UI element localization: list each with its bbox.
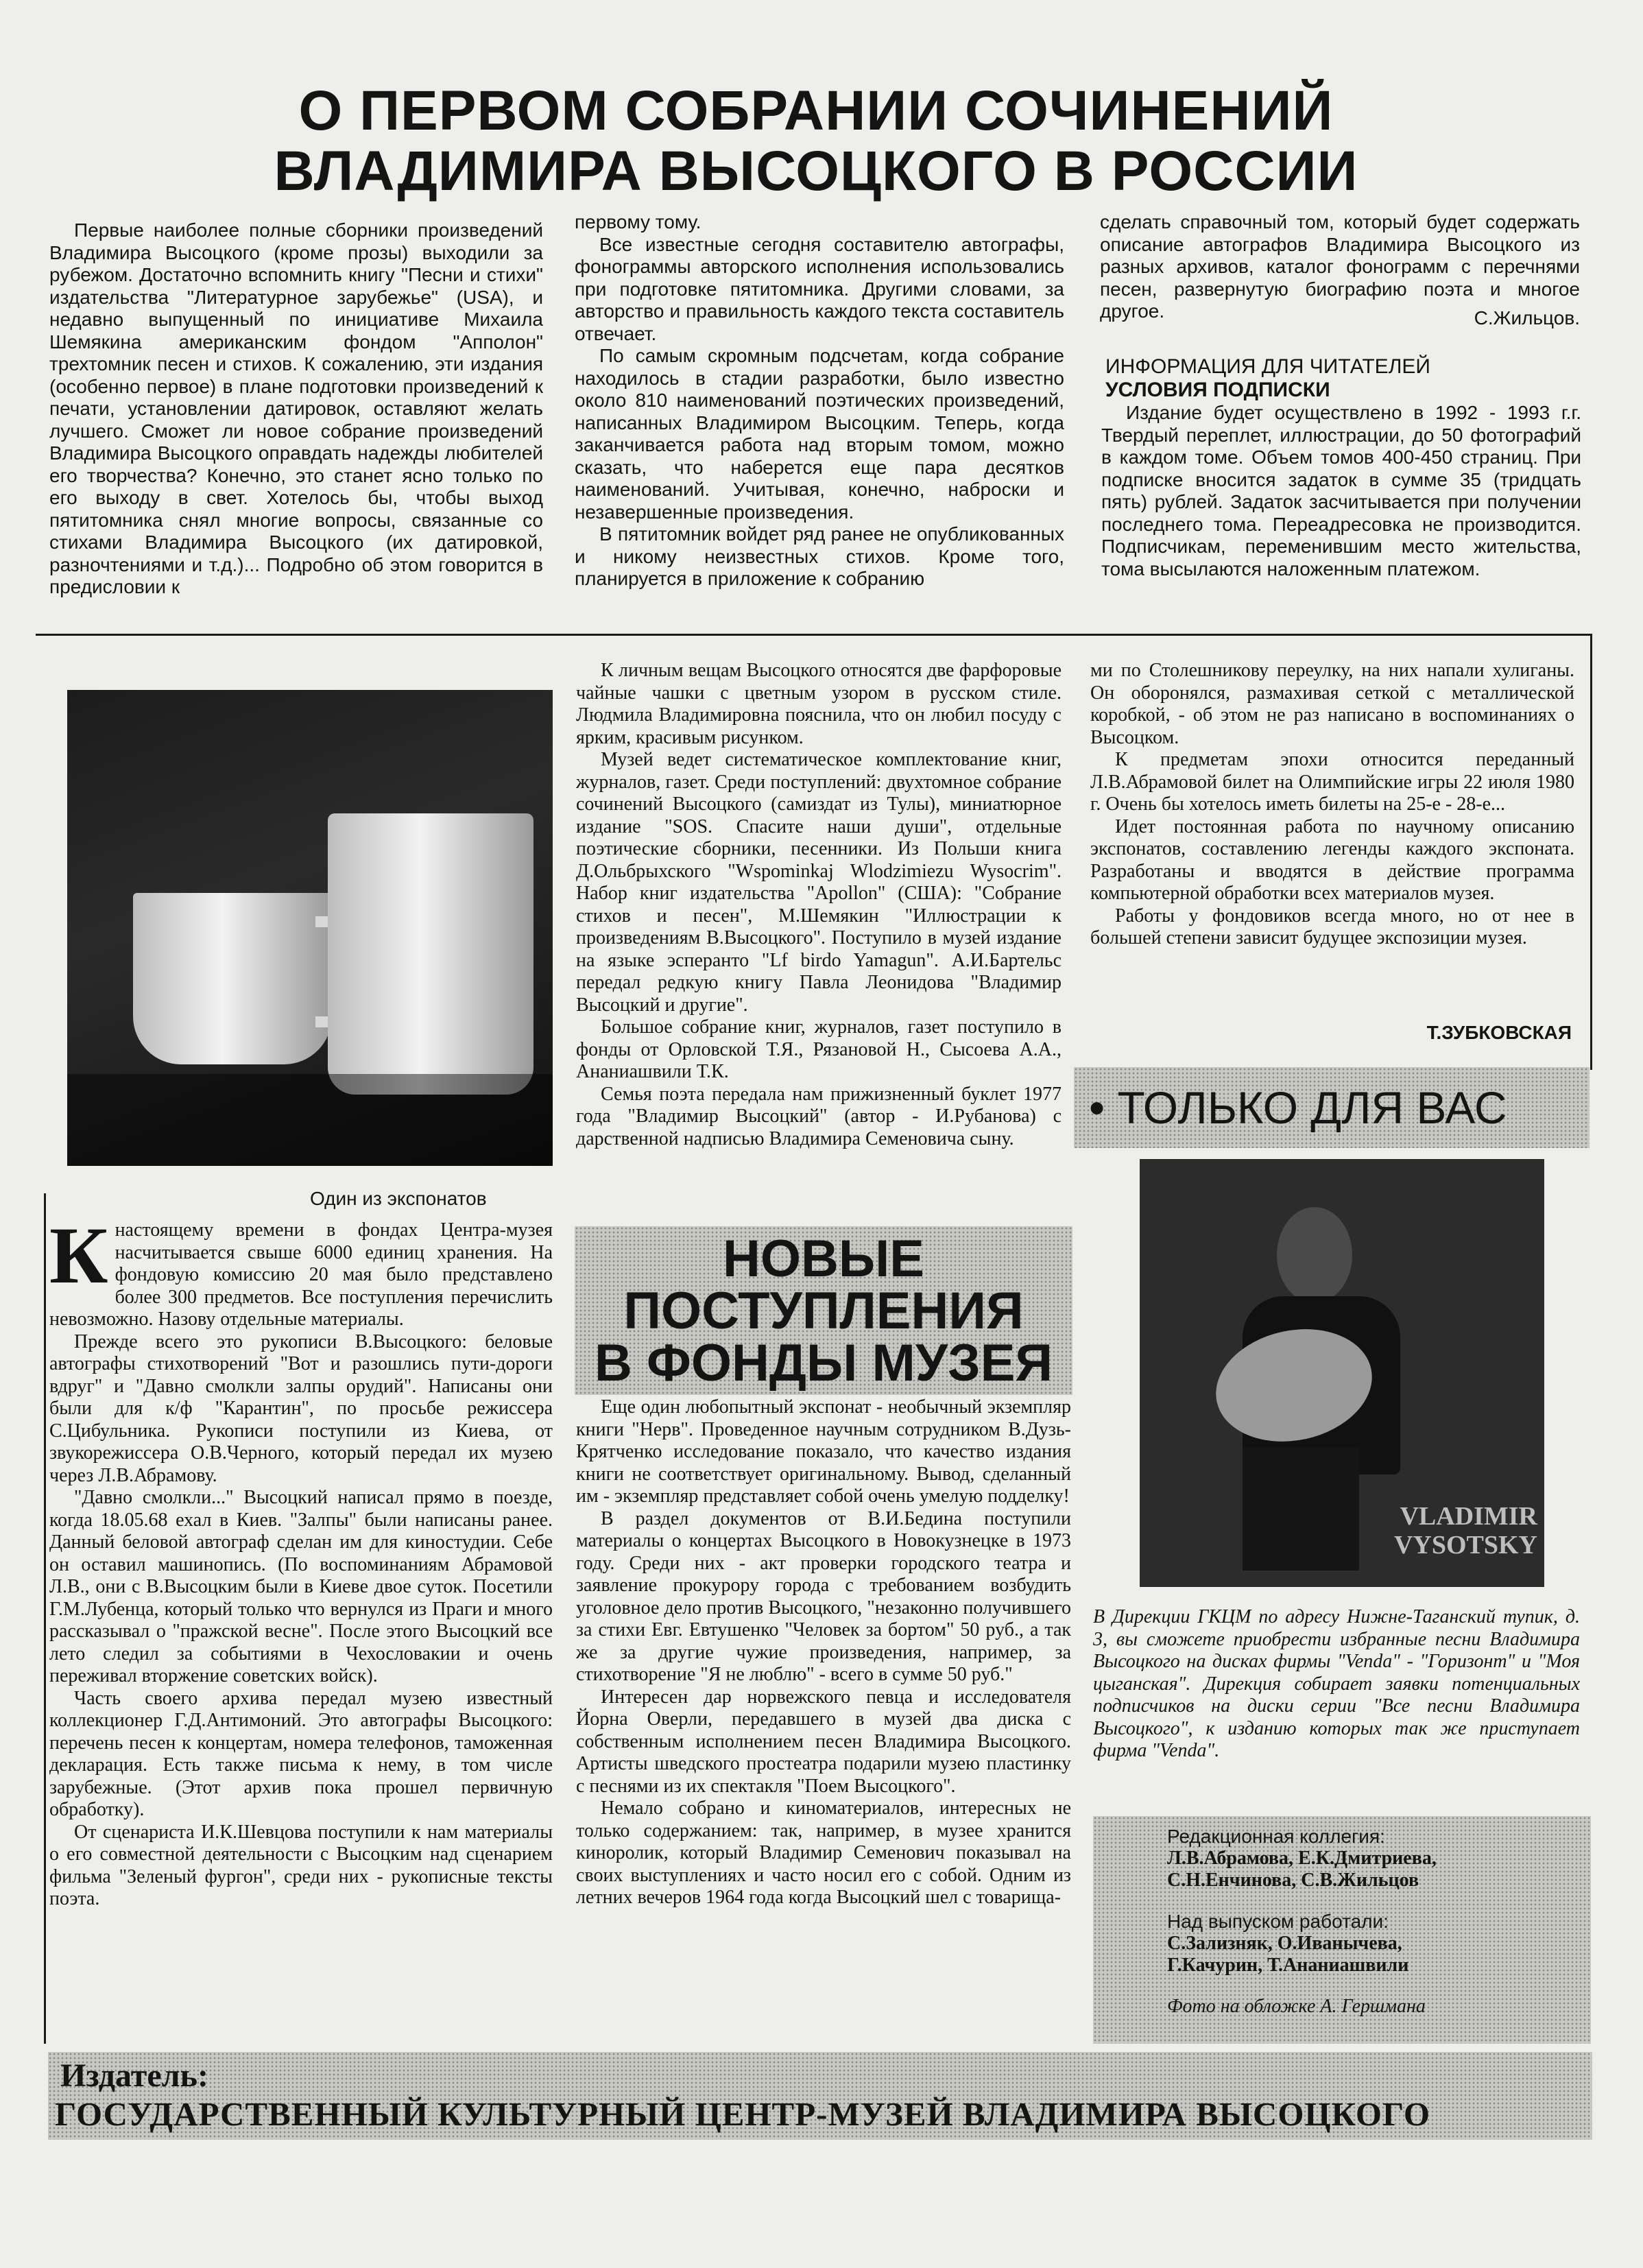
heading-line: НОВЫЕ	[723, 1230, 924, 1288]
table-shadow	[67, 1074, 553, 1166]
frame-right-edge	[1590, 634, 1592, 1070]
small-cup-image	[133, 893, 332, 1064]
museum-paragraph: Семья поэта передала нам прижизненный буклет 1977 года "Владимир Высоцкий" (автор - И.Рубанова) с дарственной надписью Владимира Семеновича сыну.	[576, 1083, 1062, 1149]
promo-heading-text: ТОЛЬКО ДЛЯ ВАС	[1117, 1082, 1507, 1133]
museum-article-column-1	[49, 1219, 553, 2048]
photo-credit: Фото на обложке А. Гершмана	[1167, 1996, 1426, 2017]
new-items-paragraph: Немало собрано и киноматериалов, интересных не только содержанием: так, например, в музее хранится киноролик, который Владимир Семенович показывал на своих выступлениях и часто носил его с собой. Одним из летних вечеров 1964 года когда Высоцкий шел с товарища-	[576, 1798, 1071, 1908]
publisher-name: ГОСУДАРСТВЕННЫЙ КУЛЬТУРНЫЙ ЦЕНТР-МУЗЕЙ ВЛАДИМИРА ВЫСОЦКОГО	[55, 2095, 1431, 2133]
intro-signature: С.Жильцов.	[1474, 307, 1580, 329]
subscription-heading: УСЛОВИЯ ПОДПИСКИ	[1105, 379, 1330, 401]
board-label: Редакционная коллегия:	[1167, 1826, 1385, 1847]
exhibit-photo	[67, 690, 553, 1166]
new-items-column	[576, 1396, 1071, 2040]
subscription-kicker: ИНФОРМАЦИЯ ДЛЯ ЧИТАТЕЛЕЙ	[1105, 355, 1430, 378]
intro-paragraph: В пятитомник войдет ряд ранее не опубликованных и никому неизвестных стихов. Кроме того, планируется в приложение к собранию	[575, 523, 1064, 589]
publisher-label: Издатель:	[60, 2057, 208, 2094]
promo-text-block	[1093, 1606, 1580, 1812]
museum-paragraph: Прежде всего это рукописи В.Высоцкого: беловые автографы стихотворений "Вот и разошлись пути-дороги вдруг" и "Давно смолкли залпы орудий". Написаны они были для к/ф "Карантин", по просьбе режиссера С.Цибульника. Рукописи поступили из Киева, от звукорежиссера О.В.Черного, который передал их музею через Л.В.Абрамову.	[49, 1330, 553, 1486]
museum-paragraph: Идет постоянная работа по научному описанию экспонатов, составлению легенды каждого экспоната. Разработаны и вводятся в действие программа компьютерной обработки всех материалов музея.	[1090, 815, 1574, 904]
intro-paragraph: сделать справочный том, который будет содержать описание автографов Владимира Высоцкого из разных архивов, каталог фонограмм с перечнями песен, развернутую биографию поэта и многое другое.	[1100, 211, 1580, 322]
editorial-board	[1167, 1826, 1579, 2018]
promo-heading-box	[1074, 1067, 1590, 1148]
section-divider	[36, 634, 1592, 636]
intro-paragraph: первому тому.	[575, 211, 701, 232]
issue-members: Г.Качурин, Т.Ананиашвили	[1167, 1955, 1409, 1976]
issue-label: Над выпуском работали:	[1167, 1911, 1389, 1932]
museum-paragraph: ми по Столешникову переулку, на них напали хулиганы. Он оборонялся, размахивая сеткой с металлической коробкой, - об этом не раз написано в воспоминаниях о Высоцком.	[1090, 660, 1574, 748]
museum-paragraph: Часть своего архива передал музею известный коллекционер Г.Д.Антимоний. Это автографы Высоцкого: перечень песен к концертам, номера телефонов, таможенная декларация. Есть также письма к нему, в том числе зарубежные. (Этот архив пока прошел первичную обработку).	[49, 1687, 553, 1820]
page-title	[206, 81, 1426, 202]
new-items-heading-box	[575, 1226, 1072, 1395]
large-cup-image	[328, 813, 533, 1095]
board-members: С.Н.Енчинова, С.В.Жильцов	[1167, 1870, 1419, 1891]
museum-paragraph: "Давно смолкли..." Высоцкий написал прямо в поезде, когда 18.05.68 ехал в Киев. "Залпы" были написаны ранее. Данный беловой автограф сделан им для киностудии. Себе он оставил машинопись. (По воспоминаниям Абрамовой Л.В., они с В.Высоцким были в Киеве двое суток. Посетили Г.М.Лубенца, который только что вернулся из Праги и много рассказывал о "пражской весне". После этого Высоцкий все лето следил за событиями в Чехословакии и очень переживал вторжение советских войск).	[49, 1487, 553, 1686]
museum-paragraph: настоящему времени в фондах Центра-музея насчитывается свыше 6000 единиц хранения. На фондовую комиссию 20 мая было представлено более 300 предметов. Все поступления перечислить невозможно. Назову отдельные материалы.	[49, 1219, 553, 1330]
intro-paragraph: По самым скромным подсчетам, когда собрание находилось в стадии разработки, было известно около 810 наименований поэтических произведений, написанных Владимиром Высоцким. Теперь, когда заканчивается работа над вторым томом, можно сказать, что наберется еще пара десятков наименований. Учитывая, конечно, наброски и незавершенные произведения.	[575, 345, 1064, 523]
issue-members: С.Зализняк, О.Иванычева,	[1167, 1933, 1402, 1954]
new-items-heading	[575, 1226, 1072, 1392]
intro-paragraph: Все известные сегодня составителю автографы, фонограммы авторского исполнения использовались при подготовке пятитомника. Другими словами, за авторство и правильность каждого текста составитель отвечает.	[575, 233, 1064, 344]
album-cover	[1140, 1159, 1544, 1587]
museum-article-column-2	[576, 660, 1062, 1222]
heading-line: ПОСТУПЛЕНИЯ	[623, 1282, 1024, 1340]
left-column-rule	[44, 1193, 46, 2044]
intro-column-1	[49, 219, 543, 645]
new-items-paragraph: Еще один любопытный экспонат - необычный экземпляр книги "Нерв". Проведенное научным сотрудником В.Дузь-Крятченко исследование показало, что качество издания книги не соответствует оригинальному. Вывод, сделанный им - экземпляр представляет собой очень умелую подделку!	[576, 1396, 1071, 1507]
album-title-line: VYSOTSKY	[1393, 1531, 1537, 1560]
promo-heading	[1089, 1082, 1507, 1133]
title-line-1: О ПЕРВОМ СОБРАНИИ СОЧИНЕНИЙ	[298, 80, 1334, 142]
museum-paragraph: Работы у фондовиков всегда много, но от нее в большей степени зависит будущее экспозиции музея.	[1090, 905, 1574, 948]
museum-paragraph: От сценариста И.К.Шевцова поступили к нам материалы о его совместной деятельности с Высоцким над сценарием фильма "Зеленый фургон", среди них - рукописные тексты поэта.	[49, 1821, 553, 1909]
museum-paragraph: Большое собрание книг, журналов, газет поступило в фонды от Орловской Т.Я., Рязановой Н., Сысоева А.А., Ананиашвили Т.К.	[576, 1016, 1062, 1082]
museum-paragraph: К предметам эпохи относится переданный Л.В.Абрамовой билет на Олимпийские игры 22 июля 1980 г. Очень бы хотелось иметь билеты на 25-е - 28-е...	[1090, 749, 1574, 815]
board-members: Л.В.Абрамова, Е.К.Дмитриева,	[1167, 1848, 1437, 1869]
title-line-2: ВЛАДИМИРА ВЫСОЦКОГО В РОССИИ	[274, 140, 1358, 202]
singer-head-image	[1277, 1207, 1352, 1303]
new-items-paragraph: В раздел документов от В.И.Бедина поступили материалы о концертах Высоцкого в Новокузнецке в 1973 году. Среди них - акт проверки городского театра и заявление прокурору города с требованием возбудить уголовное дело против Высоцкого, "незаконно получившего за стихи Евг. Евтушенко "Человек за бортом" 50 руб., а так же за другие чужие произведения, например, за стихотворение "Я не люблю" - всего в сумме 50 руб."	[576, 1507, 1071, 1685]
promo-text: В Дирекции ГКЦМ по адресу Нижне-Таганский тупик, д. 3, вы сможете приобрести избранные песни Владимира Высоцкого на дисках фирмы "Venda" - "Горизонт" и "Моя цыганская". Дирекция собирает заявки потенциальных подписчиков на диски серии "Все песни Владимира Высоцкого", к изданию которых так же приступает фирма "Venda".	[1093, 1606, 1580, 1761]
museum-article-column-3	[1090, 660, 1574, 1016]
new-items-paragraph: Интересен дар норвежского певца и исследователя Йорна Оверли, передавшего в музей два диска с собственным исполнением песен Владимира Высоцкого. Артисты шведского простеатра подарили музею пластинку с песнями из их спектакля "Поем Высоцкого".	[576, 1686, 1071, 1797]
photo-caption: Один из экспонатов	[310, 1188, 487, 1209]
subscription-body	[1101, 402, 1581, 628]
album-title	[1394, 1502, 1537, 1560]
bullet-icon: •	[1089, 1082, 1105, 1133]
museum-signature: Т.ЗУБКОВСКАЯ	[1426, 1022, 1572, 1043]
heading-line: В ФОНДЫ МУЗЕЯ	[594, 1334, 1053, 1392]
intro-paragraph: Первые наиболее полные сборники произведений Владимира Высоцкого (кроме прозы) выходили за рубежом. Достаточно вспомнить книгу "Песни и стихи" издательства "Литературное зарубежье" (USA), и недавно выпущенный по инициативе Михаила Шемякина американским фондом "Апполон" трехтомник песен и стихов. К сожалению, эти издания (особенно первое) в плане подготовки произведений к печати, установлении датировок, оставляют желать лучшего. Сможет ли новое собрание произведений Владимира Высоцкого оправдать надежды любителей его творчества? Конечно, это станет ясно только по его выходу в свет. Хотелось бы, чтобы выход пятитомника снял многие вопросы, связанные со стихами Владимира Высоцкого (их датировкой, разночтениями и т.д.)... Подробно об этом говорится в предисловии к	[49, 219, 543, 597]
subscription-text: Издание будет осуществлено в 1992 - 1993 г.г. Твердый переплет, иллюстрации, до 50 фотографий в каждом томе. Объем томов 400-450 страниц. При подписке вносится задаток в сумме 35 (тридцать пять) рублей. Задаток засчитывается при получении последнего тома. Переадресовка не производится. Подписчикам, переменившим место жительства, тома высылаются наложенным платежом.	[1101, 402, 1581, 580]
singer-legs-image	[1243, 1447, 1359, 1571]
album-title-line: VLADIMIR	[1400, 1502, 1537, 1531]
museum-paragraph: Музей ведет систематическое комплектование книг, журналов, газет. Среди поступлений: двухтомное собрание сочинений Высоцкого (самиздат из Тулы), миниатюрное издание "SOS. Спасите наши души", отдельные поэтические сборники, песенники. Из Польши книга Д.Ольбрыхского "Wspominkaj Wlodzimiezu Wysocrim". Набор книг издательства "Apollon" (США): "Собрание стихов и песен", М.Шемякин "Иллюстрации к произведениям В.Высоцкого". Поступило в музей издание на языке эсперанто "Lf birdo Yamagun". А.И.Бартельс передал редкую книгу Павла Леонидова "Владимир Высоцкий и другие".	[576, 749, 1062, 1016]
drop-cap: К	[49, 1219, 108, 1300]
museum-paragraph: К личным вещам Высоцкого относятся две фарфоровые чайные чашки с цветным узором в русском стиле. Людмила Владимировна пояснила, что он любил посуду с ярким, красивым рисунком.	[576, 660, 1062, 748]
intro-column-2	[575, 211, 1064, 631]
